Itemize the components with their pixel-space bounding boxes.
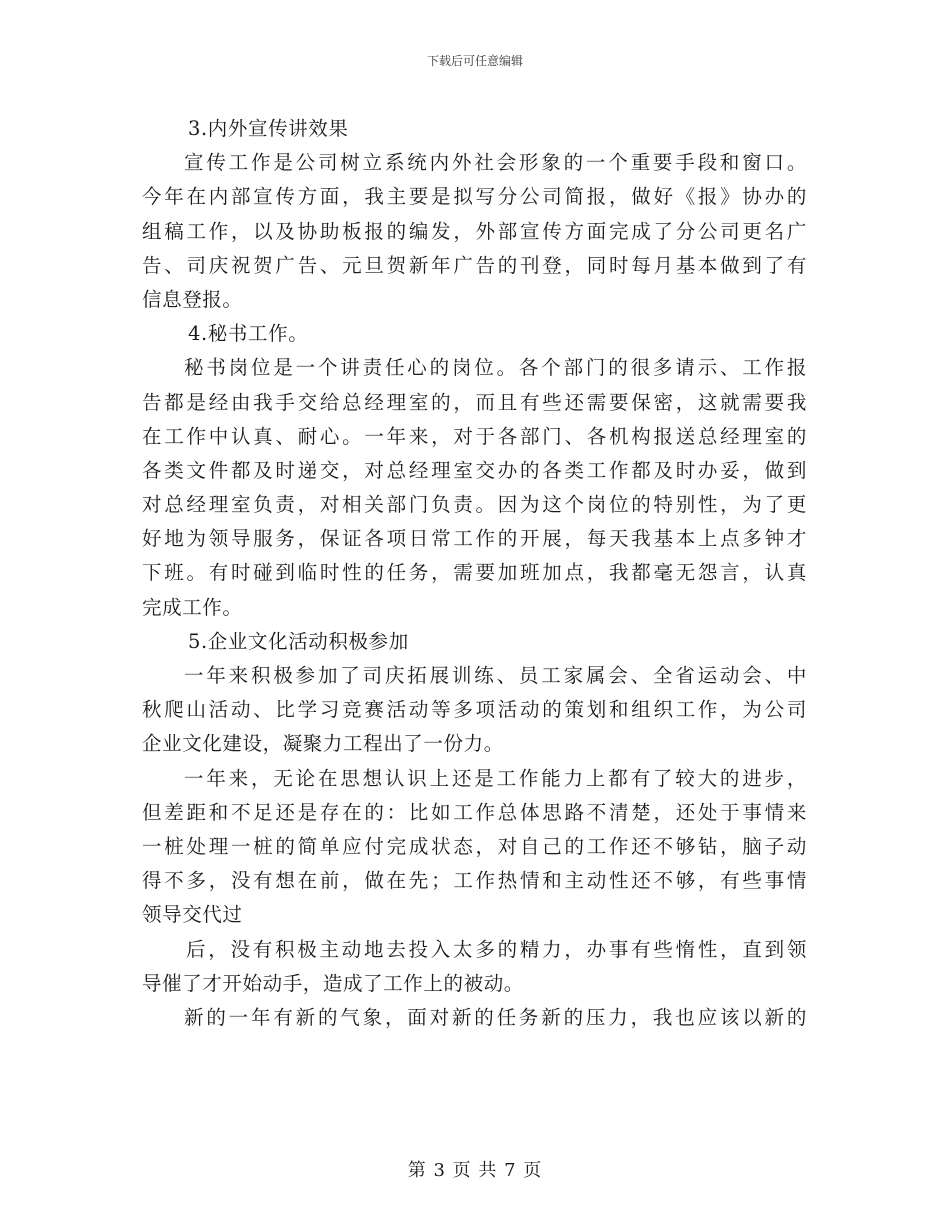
text-line: 组稿工作，以及协助板报的编发，外部宣传方面完成了分公司更名广 (142, 219, 807, 243)
text-line: 对总经理室负责，对相关部门负责。因为这个岗位的特别性，为了更 (142, 493, 807, 517)
text-line: 下班。有时碰到临时性的任务，需要加班加点，我都毫无怨言，认真 (142, 561, 807, 585)
text-line: 一桩处理一桩的简单应付完成状态，对自己的工作还不够钻，脑子动 (142, 834, 807, 858)
text-line: 领导交代过 (142, 903, 243, 927)
text-line: 告、司庆祝贺广告、元旦贺新年广告的刊登，同时每月基本做到了有 (142, 253, 807, 277)
text-line: 今年在内部宣传方面，我主要是拟写分公司简报，做好《报》协办的 (142, 185, 807, 209)
page-number: 第 3 页 共 7 页 (407, 1160, 543, 1181)
section-heading: 3.内外宣传讲效果 (188, 117, 349, 140)
text-line: 信息登报。 (142, 287, 243, 311)
text-line: 完成工作。 (142, 595, 243, 619)
text-line: 宣传工作是公司树立系统内外社会形象的一个重要手段和窗口。 (184, 151, 807, 175)
section-heading: 5.企业文化活动积极参加 (188, 629, 409, 653)
section-heading: 4.秘书工作。 (188, 322, 309, 346)
text-line: 告都是经由我手交给总经理室的，而且有些还需要保密，这就需要我 (142, 390, 807, 414)
text-line: 但差距和不足还是存在的：比如工作总体思路不清楚，还处于事情来 (142, 800, 807, 824)
text-line: 各类文件都及时递交，对总经理室交办的各类工作都及时办妥，做到 (142, 458, 807, 482)
page-header-note: 下载后可任意编辑 (426, 54, 523, 68)
text-line: 在工作中认真、耐心。一年来，对于各部门、各机构报送总经理室的 (142, 424, 807, 448)
text-line: 后，没有积极主动地去投入太多的精力，办事有些惰性，直到领 (186, 937, 807, 961)
document-body (142, 112, 807, 1035)
text-line: 得不多，没有想在前，做在先；工作热情和主动性还不够，有些事情 (142, 869, 807, 893)
text-line: 新的一年有新的气象，面对新的任务新的压力，我也应该以新的 (184, 1005, 807, 1029)
text-line: 一年来，无论在思想认识上还是工作能力上都有了较大的进步， (184, 766, 807, 790)
text-line: 好地为领导服务，保证各项日常工作的开展，每天我基本上点多钟才 (142, 527, 807, 551)
text-line: 导催了才开始动手，造成了工作上的被动。 (142, 971, 524, 995)
text-line: 秋爬山活动、比学习竞赛活动等多项活动的策划和组织工作，为公司 (142, 698, 807, 722)
text-line: 一年来积极参加了司庆拓展训练、员工家属会、全省运动会、中 (184, 664, 807, 687)
text-line: 秘书岗位是一个讲责任心的岗位。各个部门的很多请示、工作报 (184, 356, 807, 380)
text-line: 企业文化建设，凝聚力工程出了一份力。 (142, 732, 504, 756)
